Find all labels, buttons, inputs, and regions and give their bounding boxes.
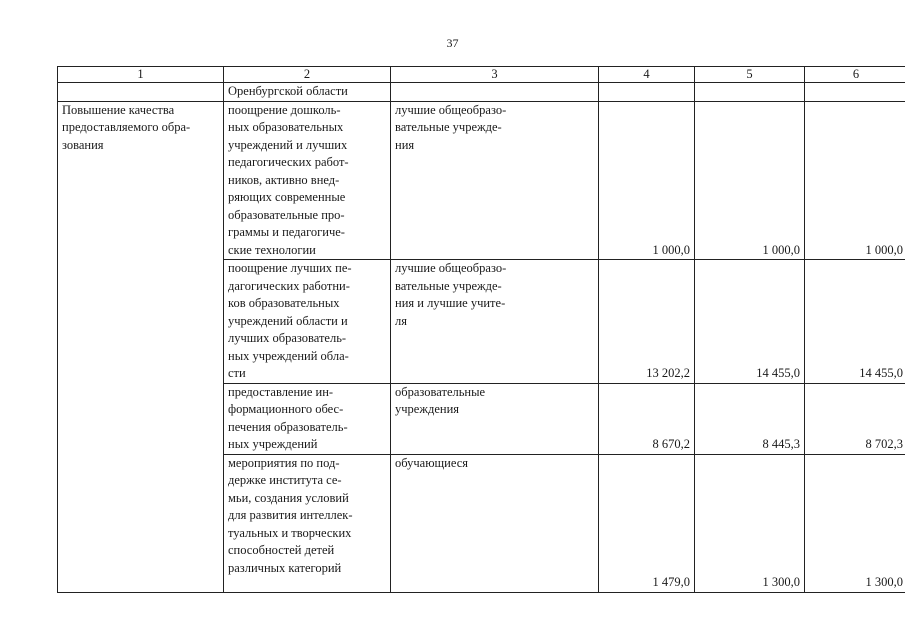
column-header: 2	[224, 67, 391, 83]
column-header: 1	[58, 67, 224, 83]
text-line: образовательные про-	[228, 207, 345, 222]
table-cell	[805, 83, 905, 102]
text-line: вательные учрежде-	[395, 120, 502, 134]
continuation-row	[58, 83, 905, 102]
measure-cell	[224, 383, 391, 454]
text-line: образовательные	[395, 384, 486, 399]
text-line: ных учреждений	[228, 437, 318, 451]
text-line: вательные учрежде-	[395, 278, 502, 293]
value-col5: 1 300,0	[695, 454, 805, 592]
budget-table	[57, 66, 905, 593]
text-line: формационного обес-	[228, 402, 344, 416]
text-line: печения образователь-	[228, 419, 348, 434]
text-line: предоставление ин-	[228, 384, 334, 399]
measure-cell	[224, 454, 391, 592]
section-title-cell	[58, 101, 224, 592]
table-header-row	[58, 67, 905, 83]
text-line: обучающиеся	[395, 455, 469, 470]
text-line: лучшие общеобразо-	[395, 102, 507, 117]
table-row	[58, 101, 905, 260]
column-header: 4	[599, 67, 695, 83]
value-col6: 1 300,0	[805, 454, 905, 592]
text-line: Повышение качества	[62, 102, 175, 117]
measure-cell	[224, 83, 391, 102]
table-cell	[695, 83, 805, 102]
text-line: туальных и творческих	[228, 525, 352, 540]
text-line: мероприятия по под-	[228, 455, 340, 470]
value-col5: 8 445,3	[695, 383, 805, 454]
value-col4: 8 670,2	[599, 383, 695, 454]
text-line: поощрение дошколь-	[228, 102, 341, 117]
value-col5: 1 000,0	[695, 101, 805, 260]
value-col6: 1 000,0	[805, 101, 905, 260]
text-line: учреждений области и	[228, 313, 348, 328]
recipient-cell	[391, 383, 599, 454]
text-line: лучшие общеобразо-	[395, 261, 507, 275]
text-line: ных учреждений обла-	[228, 348, 349, 363]
text-line: поощрение лучших пе-	[228, 261, 352, 275]
text-line: ряющих современные	[228, 190, 346, 204]
value-col6: 14 455,0	[805, 260, 905, 384]
value-col6: 8 702,3	[805, 383, 905, 454]
text-line: ных образовательных	[228, 120, 344, 134]
text-line: лучших образователь-	[228, 331, 347, 345]
text-line: для развития интеллек-	[228, 508, 353, 522]
text-line: ния	[395, 137, 415, 152]
text-line: сти	[228, 366, 246, 380]
text-line: различных категорий	[228, 560, 342, 575]
text-line: граммы и педагогиче-	[228, 225, 345, 239]
value-col5: 14 455,0	[695, 260, 805, 384]
column-header: 3	[391, 67, 599, 83]
text-line: ния и лучшие учите-	[395, 296, 506, 310]
table-cell	[599, 83, 695, 102]
text-line: педагогических работ-	[228, 155, 349, 169]
text-line: держке института се-	[228, 473, 342, 487]
value-col4: 13 202,2	[599, 260, 695, 384]
page-number: 37	[446, 36, 459, 50]
text-line: мьи, создания условий	[228, 490, 349, 505]
recipient-cell	[391, 101, 599, 260]
column-header: 6	[805, 67, 905, 83]
text-line: способностей детей	[228, 543, 335, 557]
text-line: Оренбургской области	[228, 84, 348, 98]
text-line: ля	[395, 313, 407, 328]
text-line: ков образовательных	[228, 296, 340, 310]
text-line: ские технологии	[228, 242, 316, 257]
table-cell	[391, 83, 599, 102]
value-col4: 1 479,0	[599, 454, 695, 592]
text-line: дагогических работни-	[228, 278, 350, 293]
text-line: учреждений и лучших	[228, 137, 348, 152]
recipient-cell	[391, 260, 599, 384]
text-line: учреждения	[395, 402, 460, 416]
text-line: ников, активно внед-	[228, 172, 340, 187]
column-header: 5	[695, 67, 805, 83]
text-line: зования	[62, 137, 104, 152]
table-cell	[58, 83, 224, 102]
measure-cell	[224, 101, 391, 260]
recipient-cell	[391, 454, 599, 592]
measure-cell	[224, 260, 391, 384]
text-line: предоставляемого обра-	[62, 120, 191, 134]
value-col4: 1 000,0	[599, 101, 695, 260]
